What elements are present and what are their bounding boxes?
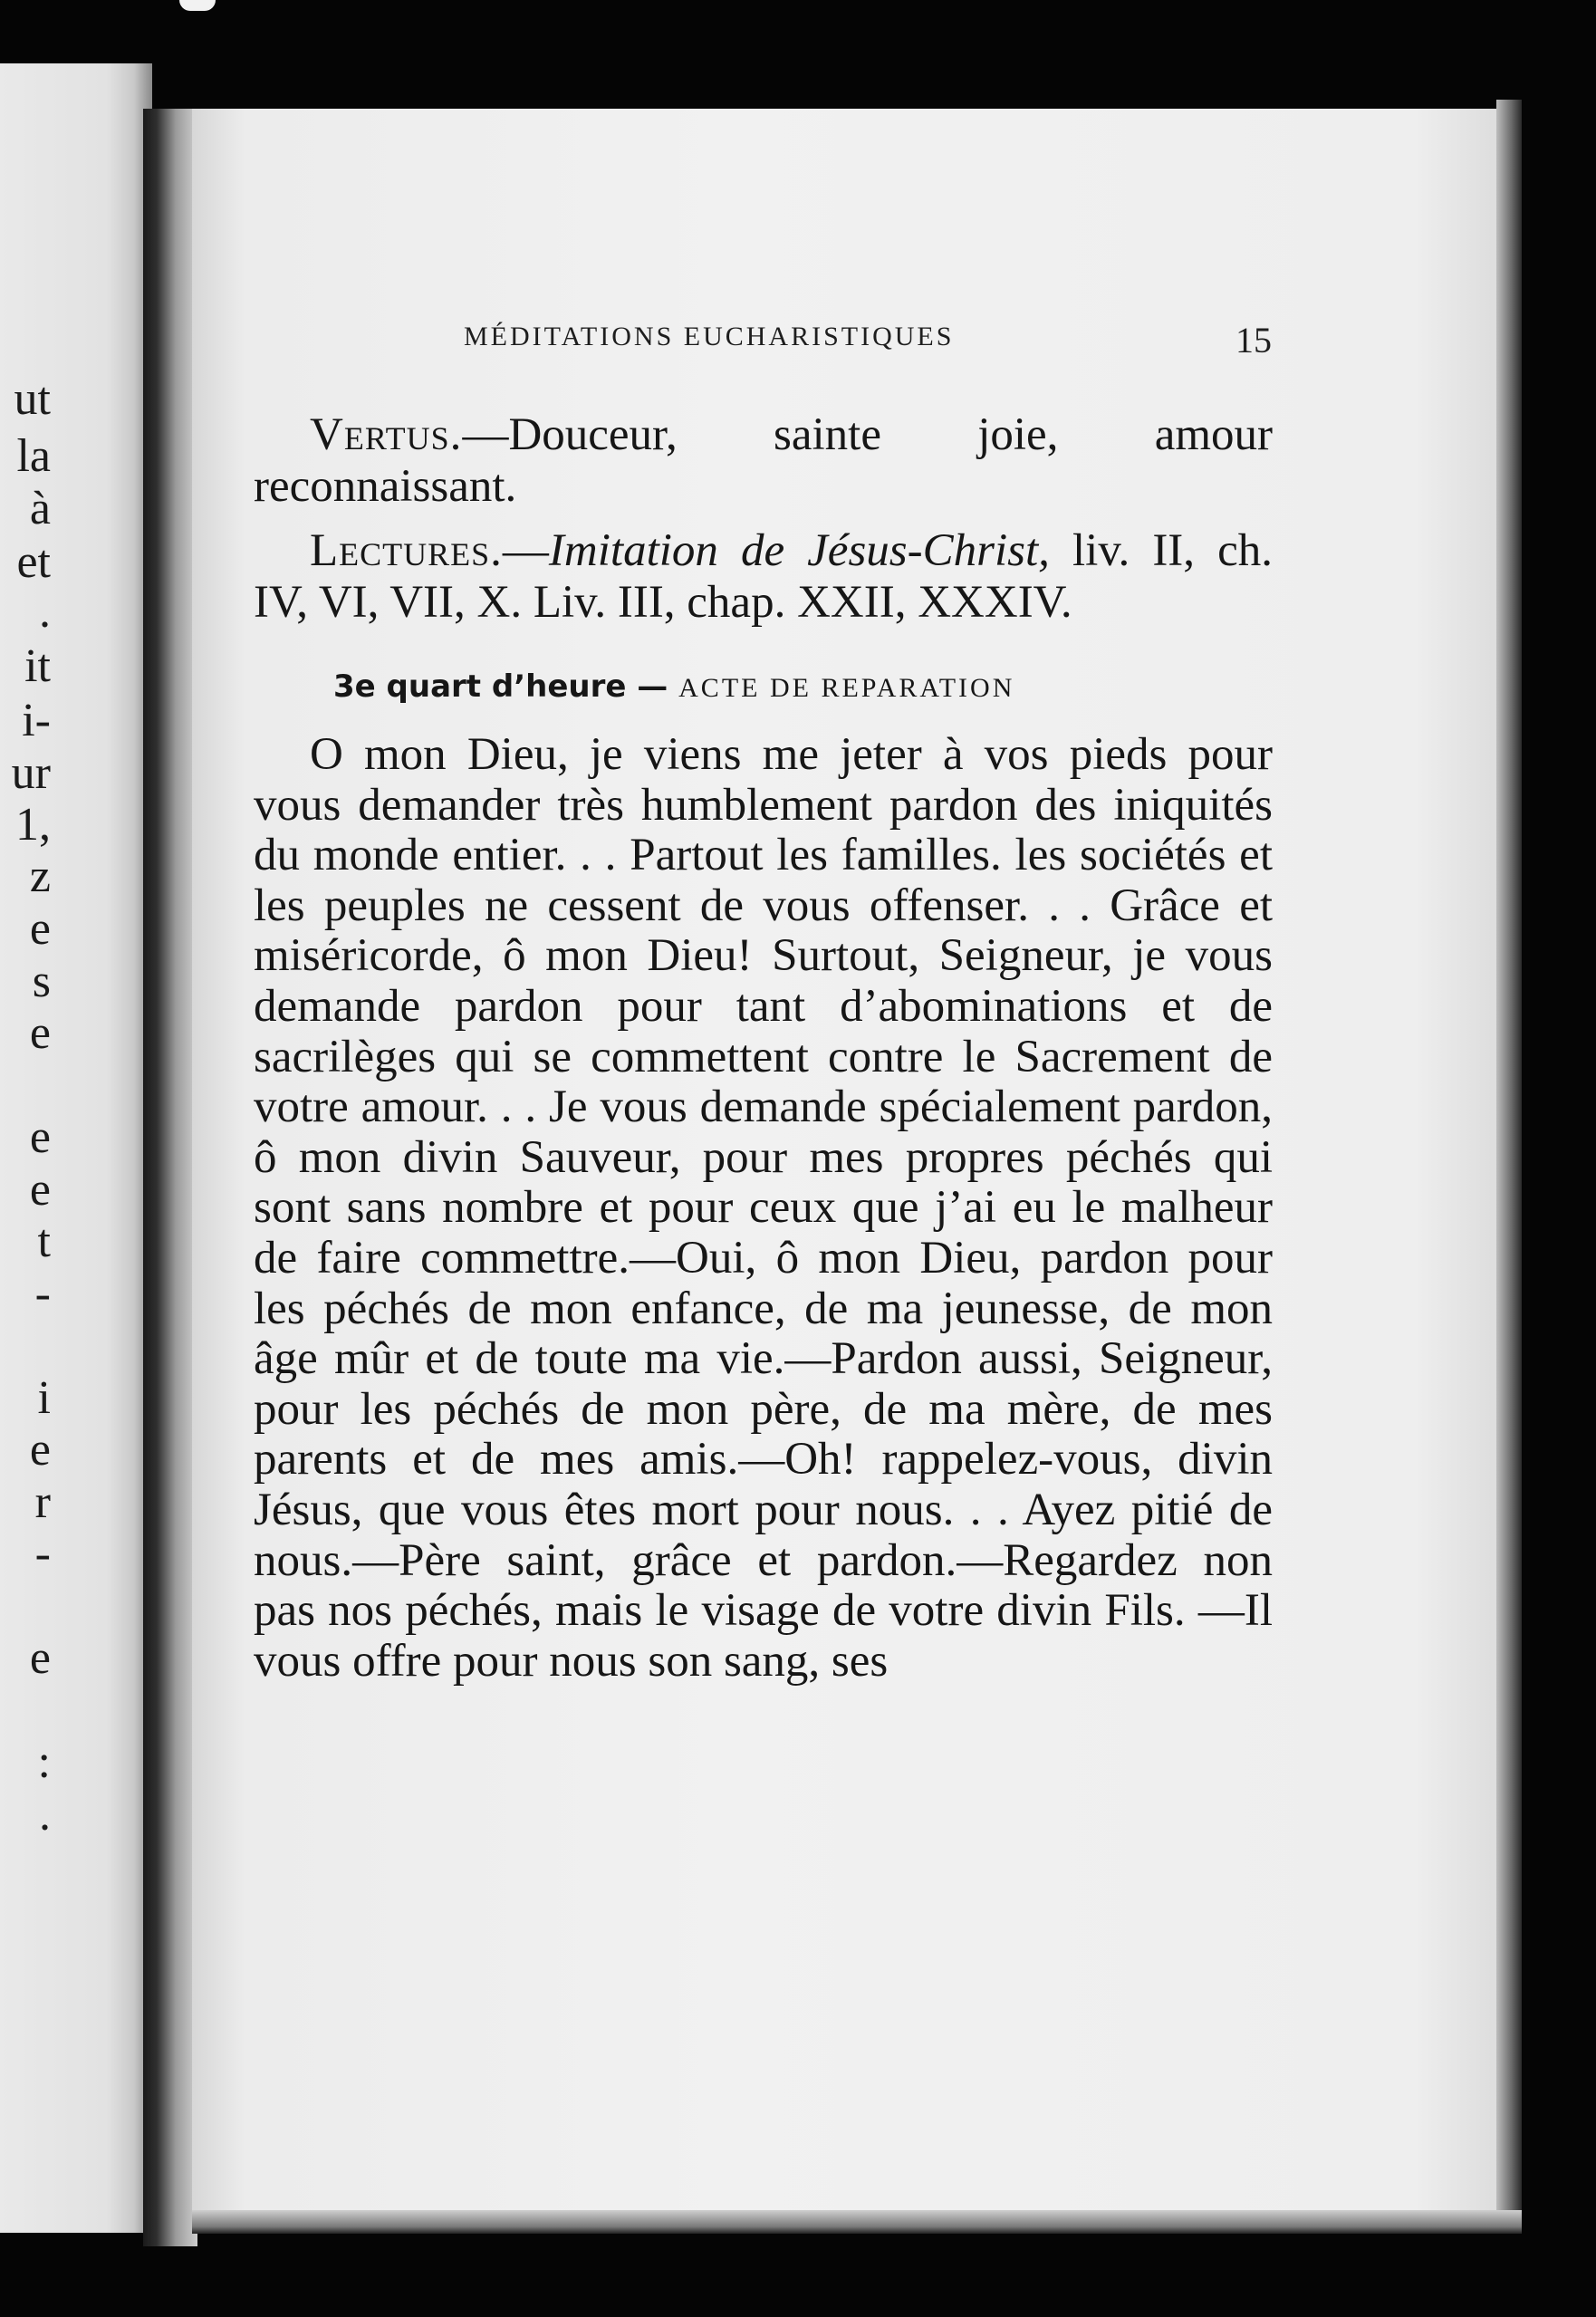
page-edge-right [1496,100,1522,2228]
page-edge-bottom [192,2210,1522,2234]
left-fragment: it [24,640,51,692]
left-fragment: et [16,536,51,588]
left-fragment: ur [11,747,51,799]
prayer-paragraph: O mon Dieu, je viens me jeter à vos pieds pour vous demander très humblement pardon des iniquités du monde entier. . . Partout les familles. les sociétés et les peuples ne cessent de vous offenser. . . Grâce et miséricorde, ô mon Dieu! Surtout, Seigneur, je vous demande pardon pour tant d’abominations et de sacrilèges qui se commettent contre le Sacrement de votre amour. . . Je vous demande spécialement pardon, ô mon divin Sauveur, pour mes propres péchés qui sont sans nombre et pour ceux que j’ai eu le malheur de faire commettre.—Oui, ô mon Dieu, pardon pour les péchés de mon enfance, de ma jeunesse, de mon âge mûr et de toute ma vie.—Pardon aussi, Seigneur, pour les péchés de mon père, de ma mère, de mes parents et de mes amis.—Oh! rappelez-vous, divin Jésus, que vous êtes mort pour nous. . . Ayez pitié de nous.—Père saint, grâce et pardon.—Regardez non pas nos péchés, mais le visage de votre divin Fils. —Il vous offre pour nous son sang, ses [254,729,1273,1687]
running-header: MÉDITATIONS EUCHARISTIQUES [464,322,955,351]
left-fragment: 1, [15,799,51,851]
left-fragment: : [37,1736,51,1788]
section-subtitle: ACTE DE REPARATION [678,673,1015,703]
page-number: 15 [1235,320,1272,361]
scan-artifact [179,0,216,11]
left-facing-page [0,63,152,2233]
left-fragment: i [37,1372,51,1424]
left-fragment: z [29,851,51,902]
lectures-paragraph [254,525,1273,629]
book-gutter [143,109,197,2246]
lectures-label: Lectures. [310,525,503,576]
left-fragment: - [34,1268,51,1320]
left-fragment: t [37,1216,51,1267]
left-page-text-fragments [0,63,152,2233]
left-fragment: s [32,956,51,1007]
lectures-book-title: Imitation de Jésus-Christ, [548,525,1050,576]
left-fragment: r [34,1476,51,1528]
left-fragment: e [29,1424,51,1476]
left-fragment: à [29,483,51,534]
left-fragment: e [29,1164,51,1216]
vertus-label: Vertus. [310,409,463,460]
left-fragment: i- [22,695,51,746]
page-body [254,409,1273,1687]
vertus-paragraph [254,409,1273,513]
lectures-dash: — [502,525,549,576]
left-fragment: . [39,586,51,638]
section-title: 3e quart d’heure [333,668,627,705]
left-fragment: - [34,1528,51,1580]
left-fragment: . [39,1789,51,1841]
left-fragment: e [29,1007,51,1059]
lectures-text: liv. II, ch. IV, VI, VII, X. Liv. III, chap. XXII, XXXIV. [254,525,1273,628]
section-dash: — [626,668,679,705]
vertus-text: —Douceur, sainte joie, amour reconnaissant. [254,409,1273,512]
left-fragment: e [29,1111,51,1163]
left-fragment: e [29,1632,51,1684]
left-fragment: e [29,903,51,955]
left-fragment: la [16,430,51,482]
left-fragment: ut [14,373,51,425]
paragraph-gap [254,513,1273,525]
section-heading [254,663,1273,710]
